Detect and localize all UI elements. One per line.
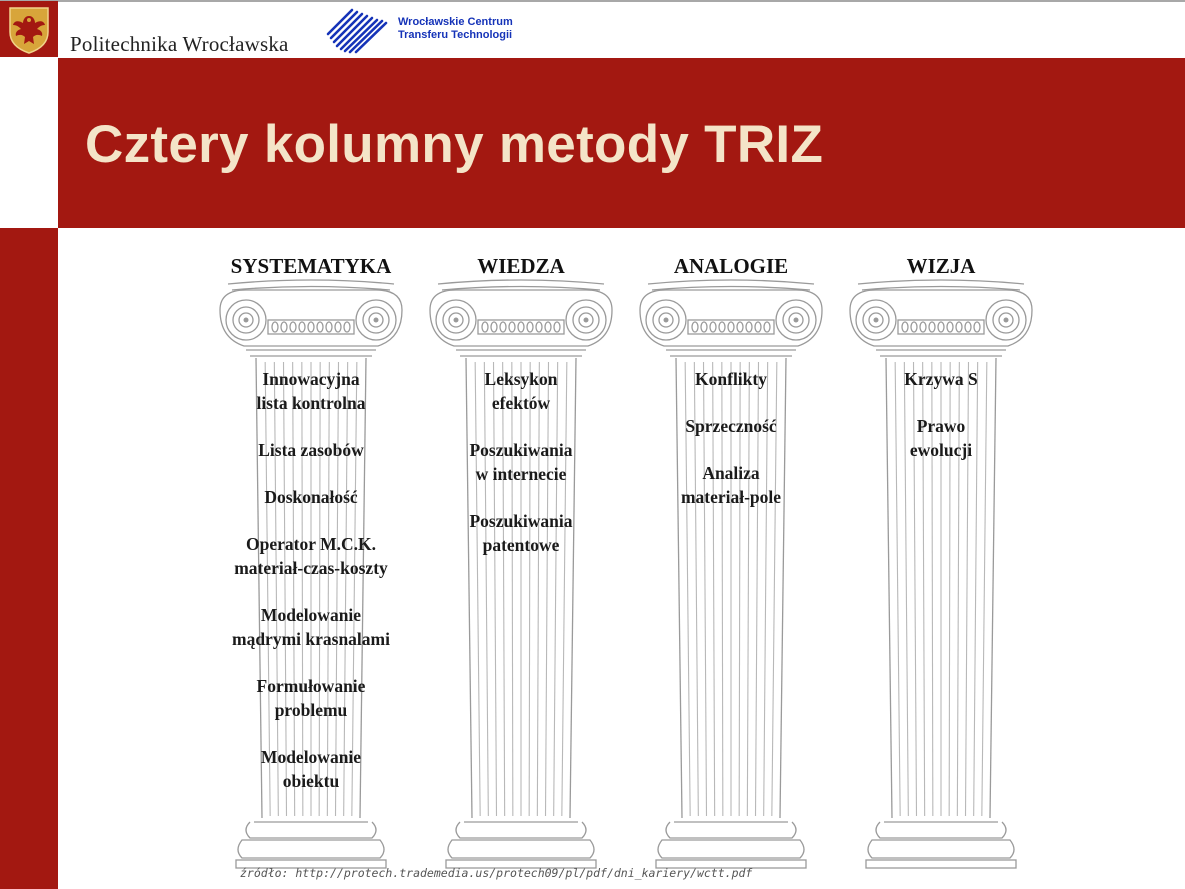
pillar-items — [206, 367, 416, 816]
partner-name — [398, 16, 513, 42]
eagle-crest-icon — [0, 1, 58, 57]
pillar-item: Operator M.C.K. materiał-czas-koszty — [234, 534, 388, 578]
pillar-item: Analiza materiał-pole — [680, 463, 782, 507]
partner-name-line-2: Transferu Technologii — [398, 29, 513, 41]
pillar-items — [416, 367, 626, 580]
pillar-2 — [416, 250, 626, 870]
pillar-heading: WIEDZA — [477, 254, 565, 278]
pillar-items — [626, 367, 836, 532]
partner-name-line-1: Wrocławskie Centrum — [398, 16, 513, 28]
pillar-item: Sprzeczność — [685, 416, 777, 436]
pillar-items — [836, 367, 1046, 485]
pillar-heading: ANALOGIE — [673, 254, 789, 278]
wctt-stripes-logo — [326, 8, 388, 59]
pillar-heading: WIZJA — [906, 254, 976, 278]
pillar-item: Innowacyjna lista kontrolna — [256, 369, 366, 413]
pillar-item: Leksykon efektów — [484, 369, 558, 413]
pillar-item: Doskonałość — [264, 487, 358, 507]
pillar-item: Krzywa S — [904, 369, 978, 389]
pillar-item: Lista zasobów — [258, 440, 364, 460]
pillar-item: Modelowanie mądrymi krasnalami — [232, 605, 390, 649]
pillar-heading: SYSTEMATYKA — [230, 254, 392, 278]
ionic-column-icon — [836, 250, 1046, 870]
pillar-item: Modelowanie obiektu — [260, 747, 362, 791]
left-sidebar-bar — [0, 228, 58, 889]
university-name: Politechnika Wrocławska — [70, 32, 289, 56]
header-divider — [0, 0, 1185, 2]
slide-title: Cztery kolumny metody TRIZ — [85, 115, 824, 174]
source-citation: źródło: http://protech.trademedia.us/protech09/pl/pdf/dni_kariery/wctt.pdf — [240, 866, 753, 880]
pillar-1 — [206, 250, 416, 870]
pillar-item: Poszukiwania patentowe — [469, 511, 573, 555]
pillar-item: Poszukiwania w internecie — [469, 440, 573, 484]
pillar-4 — [836, 250, 1046, 870]
pillar-3 — [626, 250, 836, 870]
pillar-item: Formułowanie problemu — [256, 676, 366, 720]
slide-header — [0, 0, 1185, 58]
ionic-column-icon — [626, 250, 836, 870]
pillar-item: Konflikty — [695, 369, 767, 389]
pillar-item: Prawo ewolucji — [909, 416, 973, 460]
